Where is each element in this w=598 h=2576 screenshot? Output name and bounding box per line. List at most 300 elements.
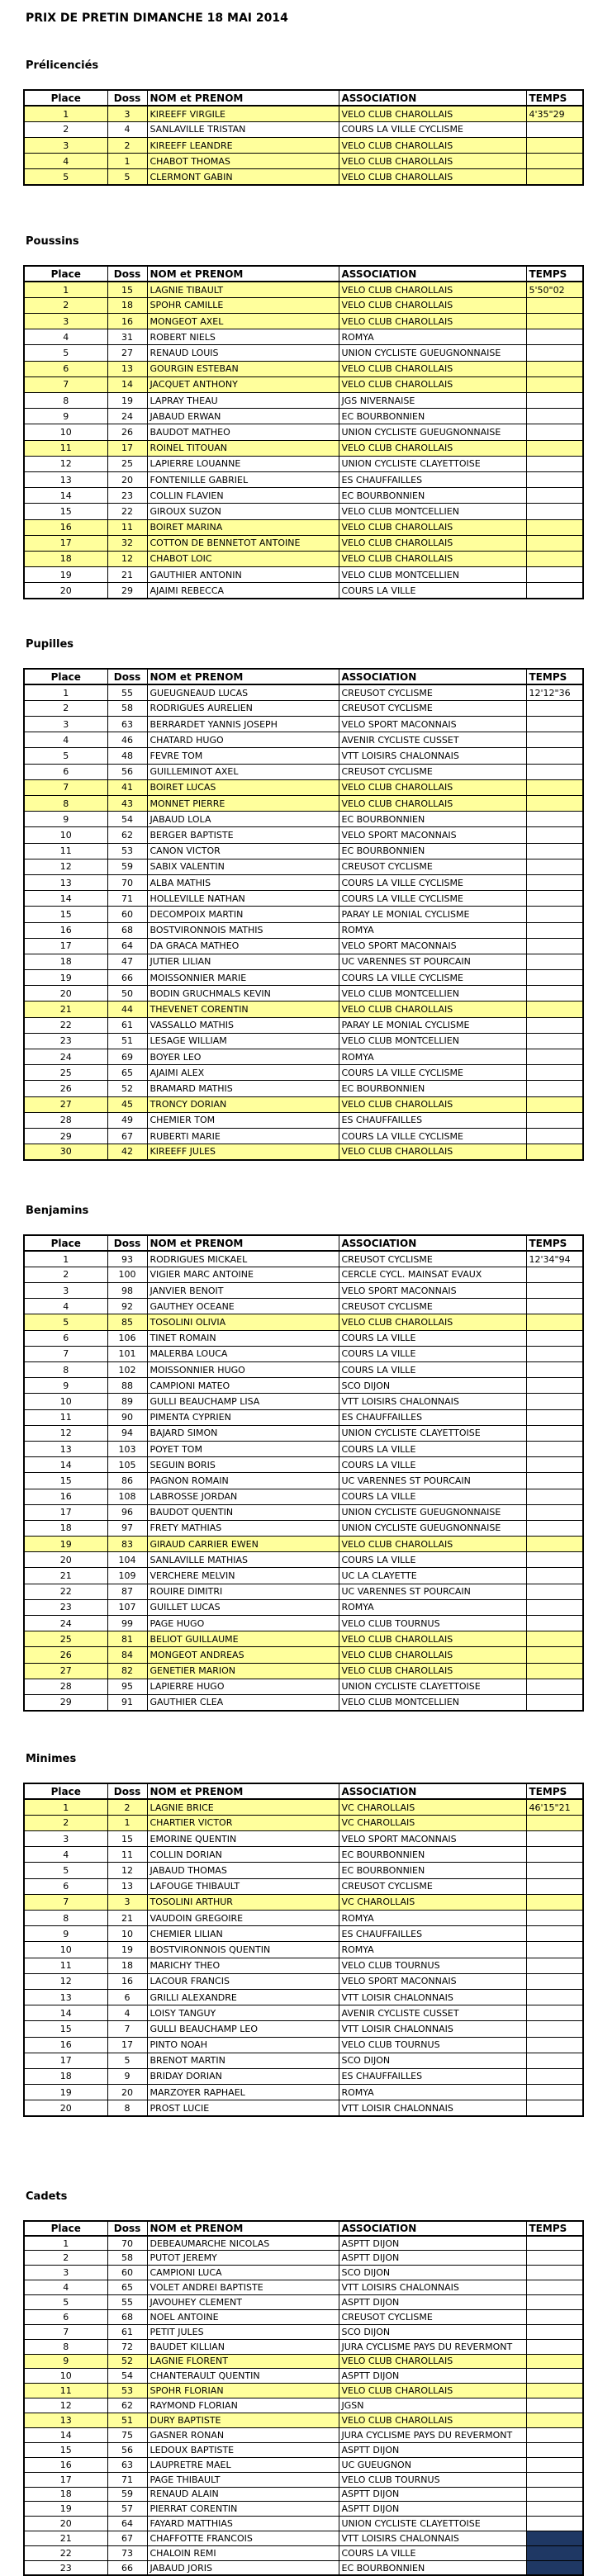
result-row — [24, 1616, 583, 1631]
place-cell: 27 — [24, 1096, 107, 1112]
doss-cell: 87 — [107, 1584, 147, 1599]
temps-cell — [526, 1283, 583, 1299]
temps-cell — [526, 1831, 583, 1847]
name-cell: GUILLET LUCAS — [147, 1599, 339, 1615]
temps-cell — [526, 1894, 583, 1910]
name-cell: LAPIERRE LOUANNE — [147, 456, 339, 471]
association-cell: UNION CYCLISTE CLAYETTOISE — [339, 1679, 526, 1694]
doss-cell: 51 — [107, 1033, 147, 1049]
doss-cell: 70 — [107, 2236, 147, 2251]
association-cell: ES CHAUFFAILLES — [339, 2068, 526, 2084]
col-header-temps: TEMPS — [526, 266, 583, 282]
name-cell: JUTIER LILIAN — [147, 954, 339, 969]
name-cell: KIREEFF LEANDRE — [147, 138, 339, 154]
temps-cell — [526, 1112, 583, 1128]
association-cell: CERCLE CYCL. MAINSAT EVAUX — [339, 1267, 526, 1282]
temps-cell — [526, 1537, 583, 1552]
place-cell: 18 — [24, 954, 107, 969]
place-cell: 18 — [24, 2068, 107, 2084]
place-cell: 12 — [24, 1973, 107, 1989]
name-cell: BOIRET MARINA — [147, 519, 339, 535]
temps-cell — [526, 2531, 583, 2546]
doss-cell: 22 — [107, 504, 147, 519]
col-header-place: Place — [24, 90, 107, 106]
association-cell: ES CHAUFFAILLES — [339, 471, 526, 487]
result-row — [24, 859, 583, 874]
association-cell: COURS LA VILLE — [339, 1362, 526, 1378]
name-cell: ALBA MATHIS — [147, 874, 339, 890]
place-cell: 3 — [24, 2266, 107, 2280]
result-row — [24, 409, 583, 424]
association-cell: VC CHAROLLAIS — [339, 1799, 526, 1815]
temps-cell — [526, 954, 583, 969]
doss-cell: 17 — [107, 440, 147, 456]
header-row — [24, 266, 583, 282]
result-row — [24, 2502, 583, 2517]
place-cell: 2 — [24, 700, 107, 716]
name-cell: GIROUX SUZON — [147, 504, 339, 519]
place-cell: 1 — [24, 1251, 107, 1267]
name-cell: MARZOYER RAPHAEL — [147, 2085, 339, 2100]
temps-cell — [526, 1911, 583, 1926]
association-cell: JURA CYCLISME PAYS DU REVERMONT — [339, 2339, 526, 2354]
result-row — [24, 922, 583, 938]
doss-cell: 60 — [107, 2266, 147, 2280]
temps-cell — [526, 748, 583, 764]
name-cell: JACQUET ANTHONY — [147, 376, 339, 392]
place-cell: 15 — [24, 2021, 107, 2037]
place-cell: 6 — [24, 764, 107, 779]
association-cell: VELO CLUB CHAROLLAIS — [339, 2384, 526, 2398]
result-row — [24, 297, 583, 313]
col-header-temps: TEMPS — [526, 1783, 583, 1799]
place-cell: 22 — [24, 1017, 107, 1033]
name-cell: EMORINE QUENTIN — [147, 1831, 339, 1847]
result-row — [24, 907, 583, 922]
temps-cell — [526, 1049, 583, 1065]
temps-cell — [526, 1378, 583, 1394]
col-header-doss: Doss — [107, 266, 147, 282]
name-cell: CHABOT LOIC — [147, 551, 339, 566]
doss-cell: 15 — [107, 1831, 147, 1847]
result-row — [24, 471, 583, 487]
doss-cell: 71 — [107, 2472, 147, 2487]
place-cell: 4 — [24, 154, 107, 169]
doss-cell: 105 — [107, 1457, 147, 1473]
doss-cell: 29 — [107, 583, 147, 599]
name-cell: KIREEFF JULES — [147, 1144, 339, 1160]
col-header-temps: TEMPS — [526, 669, 583, 684]
result-row — [24, 2384, 583, 2398]
name-cell: TOSOLINI ARTHUR — [147, 1894, 339, 1910]
doss-cell: 12 — [107, 551, 147, 566]
temps-cell — [526, 329, 583, 345]
col-header-place: Place — [24, 2221, 107, 2236]
temps-cell — [526, 827, 583, 843]
result-row — [24, 2005, 583, 2021]
association-cell: CREUSOT CYCLISME — [339, 2309, 526, 2324]
result-row — [24, 1251, 583, 1267]
doss-cell: 59 — [107, 2487, 147, 2502]
doss-cell: 3 — [107, 1894, 147, 1910]
name-cell: CAMPIONI MATEO — [147, 1378, 339, 1394]
name-cell: NOEL ANTOINE — [147, 2309, 339, 2324]
temps-cell — [526, 1663, 583, 1679]
name-cell: JABAUD THOMAS — [147, 1863, 339, 1878]
doss-cell: 3 — [107, 106, 147, 121]
association-cell: UNION CYCLISTE CLAYETTOISE — [339, 1425, 526, 1441]
section-heading-minimes: Minimes — [26, 1753, 77, 1765]
result-row — [24, 1081, 583, 1096]
doss-cell: 56 — [107, 764, 147, 779]
temps-cell — [526, 519, 583, 535]
name-cell: KIREEFF VIRGILE — [147, 106, 339, 121]
temps-cell — [526, 1568, 583, 1584]
place-cell: 13 — [24, 1989, 107, 2005]
place-cell: 1 — [24, 684, 107, 700]
temps-cell: 12'34"94 — [526, 1251, 583, 1267]
doss-cell: 4 — [107, 121, 147, 137]
name-cell: PROST LUCIE — [147, 2100, 339, 2116]
doss-cell: 19 — [107, 1942, 147, 1958]
result-row — [24, 1878, 583, 1894]
place-cell: 10 — [24, 1394, 107, 1409]
result-row — [24, 138, 583, 154]
name-cell: CHABOT THOMAS — [147, 154, 339, 169]
temps-cell — [526, 2398, 583, 2413]
result-row — [24, 1002, 583, 1017]
name-cell: AJAIMI ALEX — [147, 1065, 339, 1081]
doss-cell: 107 — [107, 1599, 147, 1615]
doss-cell: 45 — [107, 1096, 147, 1112]
doss-cell: 15 — [107, 282, 147, 297]
section-heading-cadets: Cadets — [26, 2190, 68, 2203]
place-cell: 29 — [24, 1694, 107, 1710]
place-cell: 28 — [24, 1679, 107, 1694]
name-cell: MOISSONNIER HUGO — [147, 1362, 339, 1378]
temps-cell — [526, 2517, 583, 2531]
result-row — [24, 684, 583, 700]
col-header-temps: TEMPS — [526, 1235, 583, 1251]
temps-cell — [526, 1584, 583, 1599]
association-cell: UNION CYCLISTE GUEUGNONNAISE — [339, 345, 526, 361]
name-cell: RAYMOND FLORIAN — [147, 2398, 339, 2413]
result-row — [24, 2294, 583, 2309]
association-cell: VTT LOISIRS CHALONNAIS — [339, 2531, 526, 2546]
temps-cell — [526, 1441, 583, 1456]
association-cell: ROMYA — [339, 1049, 526, 1065]
association-cell: VELO CLUB CHAROLLAIS — [339, 297, 526, 313]
doss-cell: 60 — [107, 907, 147, 922]
doss-cell: 20 — [107, 2085, 147, 2100]
name-cell: MALERBA LOUCA — [147, 1346, 339, 1361]
result-row — [24, 2546, 583, 2561]
name-cell: PAGE THIBAULT — [147, 2472, 339, 2487]
temps-cell — [526, 2085, 583, 2100]
association-cell: COURS LA VILLE CYCLISME — [339, 121, 526, 137]
col-header-association: ASSOCIATION — [339, 1235, 526, 1251]
result-row — [24, 2100, 583, 2116]
col-header-doss: Doss — [107, 2221, 147, 2236]
result-row — [24, 1330, 583, 1346]
association-cell: VELO SPORT MACONNAIS — [339, 1831, 526, 1847]
association-cell: PARAY LE MONIAL CYCLISME — [339, 907, 526, 922]
name-cell: DEBEAUMARCHE NICOLAS — [147, 2236, 339, 2251]
association-cell: VELO SPORT MACONNAIS — [339, 1283, 526, 1299]
association-cell: CREUSOT CYCLISME — [339, 700, 526, 716]
name-cell: VASSALLO MATHIS — [147, 1017, 339, 1033]
place-cell: 14 — [24, 891, 107, 907]
result-row — [24, 1394, 583, 1409]
name-cell: BAUDET KILLIAN — [147, 2339, 339, 2354]
result-row — [24, 796, 583, 812]
place-cell: 19 — [24, 1537, 107, 1552]
result-row — [24, 2369, 583, 2384]
temps-cell — [526, 843, 583, 859]
association-cell: ROMYA — [339, 1911, 526, 1926]
name-cell: PAGE HUGO — [147, 1616, 339, 1631]
results-table-cadets — [23, 2220, 584, 2576]
name-cell: SANLAVILLE TRISTAN — [147, 121, 339, 137]
name-cell: GULLI BEAUCHAMP LISA — [147, 1394, 339, 1409]
temps-cell — [526, 471, 583, 487]
place-cell: 24 — [24, 1049, 107, 1065]
doss-cell: 66 — [107, 970, 147, 986]
temps-cell — [526, 1863, 583, 1878]
temps-cell — [526, 1973, 583, 1989]
doss-cell: 108 — [107, 1489, 147, 1504]
place-cell: 30 — [24, 1144, 107, 1160]
doss-cell: 1 — [107, 1815, 147, 1830]
result-row — [24, 1584, 583, 1599]
name-cell: JABAUD LOLA — [147, 812, 339, 827]
doss-cell: 7 — [107, 2021, 147, 2037]
association-cell: CREUSOT CYCLISME — [339, 1299, 526, 1314]
association-cell: EC BOURBONNIEN — [339, 1847, 526, 1863]
result-row — [24, 2472, 583, 2487]
name-cell: FRETY MATHIAS — [147, 1520, 339, 1536]
header-row — [24, 2221, 583, 2236]
association-cell: VELO CLUB CHAROLLAIS — [339, 314, 526, 329]
name-cell: RODRIGUES AURELIEN — [147, 700, 339, 716]
association-cell: SCO DIJON — [339, 2053, 526, 2068]
temps-cell — [526, 2427, 583, 2442]
result-row — [24, 1441, 583, 1456]
temps-cell — [526, 2251, 583, 2266]
temps-cell — [526, 345, 583, 361]
doss-cell: 56 — [107, 2442, 147, 2457]
association-cell: VELO SPORT MACONNAIS — [339, 938, 526, 954]
place-cell: 19 — [24, 970, 107, 986]
place-cell: 20 — [24, 583, 107, 599]
temps-cell — [526, 1425, 583, 1441]
association-cell: JURA CYCLISME PAYS DU REVERMONT — [339, 2427, 526, 2442]
result-row — [24, 345, 583, 361]
name-cell: RUBERTI MARIE — [147, 1128, 339, 1144]
place-cell: 9 — [24, 1926, 107, 1942]
place-cell: 9 — [24, 812, 107, 827]
result-row — [24, 732, 583, 748]
name-cell: SABIX VALENTIN — [147, 859, 339, 874]
doss-cell: 31 — [107, 329, 147, 345]
association-cell: COURS LA VILLE — [339, 1441, 526, 1456]
association-cell: SCO DIJON — [339, 1378, 526, 1394]
place-cell: 10 — [24, 2369, 107, 2384]
temps-cell — [526, 1457, 583, 1473]
doss-cell: 2 — [107, 1799, 147, 1815]
temps-cell — [526, 1299, 583, 1314]
doss-cell: 91 — [107, 1694, 147, 1710]
doss-cell: 68 — [107, 2309, 147, 2324]
place-cell: 16 — [24, 519, 107, 535]
place-cell: 24 — [24, 1616, 107, 1631]
temps-cell — [526, 409, 583, 424]
doss-cell: 84 — [107, 1647, 147, 1663]
doss-cell: 57 — [107, 2502, 147, 2517]
temps-cell — [526, 1942, 583, 1958]
place-cell: 17 — [24, 1504, 107, 1520]
col-header-association: ASSOCIATION — [339, 90, 526, 106]
result-row — [24, 1863, 583, 1878]
doss-cell: 101 — [107, 1346, 147, 1361]
place-cell: 3 — [24, 1283, 107, 1299]
result-row — [24, 1663, 583, 1679]
temps-cell — [526, 1878, 583, 1894]
result-row — [24, 2280, 583, 2295]
doss-cell: 58 — [107, 2251, 147, 2266]
name-cell: BRAMARD MATHIS — [147, 1081, 339, 1096]
place-cell: 26 — [24, 1647, 107, 1663]
name-cell: VOLET ANDREI BAPTISTE — [147, 2280, 339, 2295]
doss-cell: 26 — [107, 424, 147, 440]
temps-cell — [526, 891, 583, 907]
doss-cell: 54 — [107, 2369, 147, 2384]
temps-cell — [526, 2546, 583, 2561]
association-cell: SCO DIJON — [339, 2266, 526, 2280]
association-cell: UNION CYCLISTE CLAYETTOISE — [339, 456, 526, 471]
doss-cell: 86 — [107, 1473, 147, 1489]
doss-cell: 98 — [107, 1283, 147, 1299]
result-row — [24, 1926, 583, 1942]
result-row — [24, 954, 583, 969]
association-cell: CREUSOT CYCLISME — [339, 859, 526, 874]
section-heading-benjamins: Benjamins — [26, 1205, 89, 1217]
result-row — [24, 717, 583, 732]
doss-cell: 92 — [107, 1299, 147, 1314]
name-cell: LAGNIE BRICE — [147, 1799, 339, 1815]
col-header-name: NOM et PRENOM — [147, 1235, 339, 1251]
result-row — [24, 1894, 583, 1910]
association-cell: ROMYA — [339, 1942, 526, 1958]
association-cell: ROMYA — [339, 2085, 526, 2100]
result-row — [24, 1537, 583, 1552]
association-cell: EC BOURBONNIEN — [339, 1081, 526, 1096]
temps-cell — [526, 1330, 583, 1346]
place-cell: 22 — [24, 1584, 107, 1599]
temps-cell — [526, 1267, 583, 1282]
result-row — [24, 424, 583, 440]
result-row — [24, 1694, 583, 1710]
result-row — [24, 1457, 583, 1473]
name-cell: SPOHR FLORIAN — [147, 2384, 339, 2398]
result-row — [24, 1346, 583, 1361]
header-row — [24, 1235, 583, 1251]
association-cell: EC BOURBONNIEN — [339, 812, 526, 827]
doss-cell: 13 — [107, 361, 147, 376]
doss-cell: 99 — [107, 1616, 147, 1631]
temps-cell — [526, 1926, 583, 1942]
place-cell: 12 — [24, 859, 107, 874]
name-cell: FONTENILLE GABRIEL — [147, 471, 339, 487]
association-cell: VELO CLUB TOURNUS — [339, 1958, 526, 1973]
association-cell: VTT LOISIR CHALONNAIS — [339, 2100, 526, 2116]
result-row — [24, 1489, 583, 1504]
result-row — [24, 891, 583, 907]
association-cell: ASPTT DIJON — [339, 2236, 526, 2251]
result-row — [24, 1112, 583, 1128]
association-cell: VTT LOISIRS CHALONNAIS — [339, 748, 526, 764]
association-cell: COURS LA VILLE CYCLISME — [339, 891, 526, 907]
temps-cell — [526, 2037, 583, 2053]
name-cell: MOISSONNIER MARIE — [147, 970, 339, 986]
place-cell: 16 — [24, 2037, 107, 2053]
temps-cell — [526, 2266, 583, 2280]
association-cell: ES CHAUFFAILLES — [339, 1926, 526, 1942]
place-cell: 2 — [24, 2251, 107, 2266]
result-row — [24, 121, 583, 137]
doss-cell: 55 — [107, 684, 147, 700]
association-cell: COURS LA VILLE — [339, 2546, 526, 2561]
doss-cell: 1 — [107, 154, 147, 169]
doss-cell: 70 — [107, 874, 147, 890]
place-cell: 18 — [24, 1520, 107, 1536]
name-cell: HOLLEVILLE NATHAN — [147, 891, 339, 907]
place-cell: 15 — [24, 504, 107, 519]
col-header-place: Place — [24, 266, 107, 282]
name-cell: CHALOIN REMI — [147, 2546, 339, 2561]
association-cell: EC BOURBONNIEN — [339, 2560, 526, 2575]
place-cell: 16 — [24, 922, 107, 938]
place-cell: 20 — [24, 2517, 107, 2531]
name-cell: PIERRAT CORENTIN — [147, 2502, 339, 2517]
name-cell: LAPIERRE HUGO — [147, 1679, 339, 1694]
temps-cell — [526, 1362, 583, 1378]
col-header-association: ASSOCIATION — [339, 2221, 526, 2236]
temps-cell — [526, 1679, 583, 1694]
section-heading-poussins: Poussins — [26, 235, 79, 248]
result-row — [24, 2021, 583, 2037]
place-cell: 13 — [24, 874, 107, 890]
result-row — [24, 748, 583, 764]
doss-cell: 41 — [107, 779, 147, 795]
temps-cell — [526, 732, 583, 748]
results-table-prelicencies — [23, 89, 584, 186]
association-cell: COURS LA VILLE CYCLISME — [339, 874, 526, 890]
association-cell: ES CHAUFFAILLES — [339, 1409, 526, 1425]
temps-cell — [526, 456, 583, 471]
temps-cell — [526, 2309, 583, 2324]
name-cell: CAMPIONI LUCA — [147, 2266, 339, 2280]
temps-cell — [526, 1599, 583, 1615]
result-row — [24, 1942, 583, 1958]
doss-cell: 5 — [107, 2053, 147, 2068]
name-cell: PETIT JULES — [147, 2324, 339, 2339]
place-cell: 1 — [24, 106, 107, 121]
association-cell: COURS LA VILLE — [339, 1330, 526, 1346]
result-row — [24, 1096, 583, 1112]
result-row — [24, 1799, 583, 1815]
doss-cell: 88 — [107, 1378, 147, 1394]
